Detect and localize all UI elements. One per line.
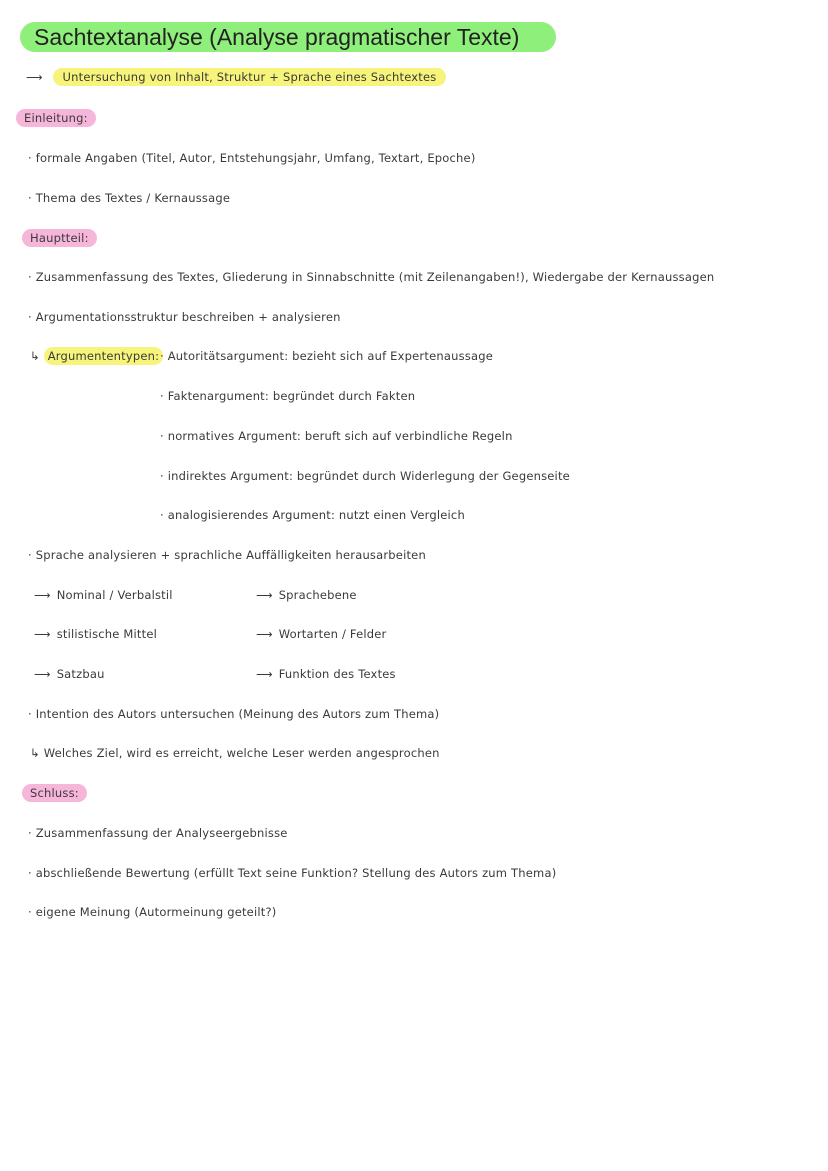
arrow-right-icon: ⟶ xyxy=(34,588,51,602)
list-item: · Thema des Textes / Kernaussage xyxy=(28,191,231,205)
list-item: · Faktenargument: begründet durch Fakten xyxy=(160,389,416,403)
heading-schluss: Schluss: xyxy=(22,784,87,802)
list-item: ⟶ Funktion des Textes xyxy=(256,667,396,681)
heading-einleitung: Einleitung: xyxy=(16,109,96,127)
subtitle-line xyxy=(26,70,446,84)
list-item: ⟶ Nominal / Verbalstil xyxy=(34,588,173,602)
list-item: · Zusammenfassung der Analyseergebnisse xyxy=(28,826,288,840)
return-arrow-icon: ↳ xyxy=(30,746,40,760)
page-title: Sachtextanalyse (Analyse pragmatischer Texte) xyxy=(20,22,556,52)
list-item: · abschließende Bewertung (erfüllt Text seine Funktion? Stellung des Autors zum Thema) xyxy=(28,866,557,880)
list-item: · eigene Meinung (Autormeinung geteilt?) xyxy=(28,905,277,919)
list-item: ⟶ Satzbau xyxy=(34,667,105,681)
list-item: · Sprache analysieren + sprachliche Auffälligkeiten herausarbeiten xyxy=(28,548,426,562)
list-item: ⟶ stilistische Mittel xyxy=(34,627,158,641)
list-item: ↳ Welches Ziel, wird es erreicht, welche Leser werden angesprochen xyxy=(30,746,440,760)
argument-types-label: Argumententypen: xyxy=(44,347,163,365)
list-item: · normatives Argument: beruft sich auf verbindliche Regeln xyxy=(160,429,513,443)
list-item: · formale Angaben (Titel, Autor, Entstehungsjahr, Umfang, Textart, Epoche) xyxy=(28,151,476,165)
list-item: · Autoritätsargument: bezieht sich auf Expertenaussage xyxy=(160,349,493,363)
arrow-right-icon: ⟶ xyxy=(34,667,51,681)
subtitle: Untersuchung von Inhalt, Struktur + Sprache eines Sachtextes xyxy=(53,68,447,86)
list-item: · analogisierendes Argument: nutzt einen Vergleich xyxy=(160,508,465,522)
arrow-right-icon: ⟶ xyxy=(34,627,51,641)
list-item: · indirektes Argument: begründet durch Widerlegung der Gegenseite xyxy=(160,469,570,483)
arrow-right-icon: ⟶ xyxy=(256,627,273,641)
list-item: · Zusammenfassung des Textes, Gliederung in Sinnabschnitte (mit Zeilenangaben!), Wiedergabe der Kernaussagen xyxy=(28,270,715,284)
list-item: · Argumentationsstruktur beschreiben + analysieren xyxy=(28,310,341,324)
list-item: ⟶ Wortarten / Felder xyxy=(256,627,387,641)
return-arrow-icon: ↳ xyxy=(30,349,40,363)
list-item: · Intention des Autors untersuchen (Meinung des Autors zum Thema) xyxy=(28,707,440,721)
heading-hauptteil: Hauptteil: xyxy=(22,229,97,247)
list-item: ⟶ Sprachebene xyxy=(256,588,357,602)
arrow-right-icon: ⟶ xyxy=(256,667,273,681)
arrow-right-icon: ⟶ xyxy=(256,588,273,602)
argument-label-row xyxy=(30,349,163,363)
arrow-right-icon: ⟶ xyxy=(26,70,43,84)
